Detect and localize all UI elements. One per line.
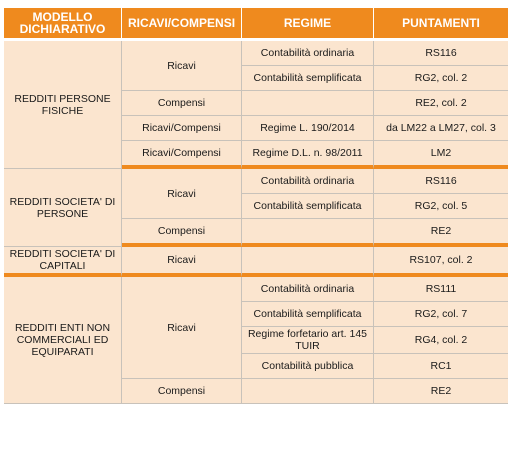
table-row	[4, 277, 508, 302]
tipo-cell: Compensi	[122, 219, 242, 247]
group-label-enti-non-commerciali: REDDITI ENTI NON COMMERCIALI ED EQUIPARATI	[4, 277, 122, 404]
tipo-cell: Ricavi/Compensi	[122, 116, 242, 141]
tipo-cell: Ricavi	[122, 277, 242, 379]
puntamento-cell: RC1	[374, 354, 508, 379]
tipo-cell: Compensi	[122, 91, 242, 116]
puntamento-cell: RG4, col. 2	[374, 327, 508, 354]
header-modello: MODELLO DICHIARATIVO	[4, 8, 122, 41]
regime-cell: Contabilità semplificata	[242, 66, 374, 91]
regime-cell	[242, 91, 374, 116]
regime-cell: Regime forfetario art. 145 TUIR	[242, 327, 374, 354]
puntamenti-table	[4, 8, 508, 404]
regime-cell: Regime D.L. n. 98/2011	[242, 141, 374, 169]
group-label-societa-capitali: REDDITI SOCIETA' DI CAPITALI	[4, 247, 122, 277]
group-label-societa-persone: REDDITI SOCIETA' DI PERSONE	[4, 169, 122, 247]
puntamento-cell: RG2, col. 7	[374, 302, 508, 327]
table-row	[4, 247, 508, 277]
regime-cell: Contabilità ordinaria	[242, 277, 374, 302]
tipo-cell: Compensi	[122, 379, 242, 404]
puntamento-cell: RE2, col. 2	[374, 91, 508, 116]
table-row	[4, 41, 508, 66]
regime-cell	[242, 247, 374, 277]
regime-cell: Contabilità semplificata	[242, 194, 374, 219]
tipo-cell: Ricavi	[122, 247, 242, 277]
regime-cell: Contabilità ordinaria	[242, 41, 374, 66]
puntamento-cell: RS116	[374, 169, 508, 194]
table-row	[4, 169, 508, 194]
header-row	[4, 8, 508, 41]
puntamento-cell: da LM22 a LM27, col. 3	[374, 116, 508, 141]
header-puntamenti: PUNTAMENTI	[374, 8, 508, 41]
regime-cell: Contabilità ordinaria	[242, 169, 374, 194]
puntamento-cell: RG2, col. 2	[374, 66, 508, 91]
regime-cell: Contabilità semplificata	[242, 302, 374, 327]
regime-cell	[242, 219, 374, 247]
header-regime: REGIME	[242, 8, 374, 41]
regime-cell: Contabilità pubblica	[242, 354, 374, 379]
puntamento-cell: RS111	[374, 277, 508, 302]
regime-cell	[242, 379, 374, 404]
puntamento-cell: RE2	[374, 219, 508, 247]
header-ricavi-compensi: RICAVI/COMPENSI	[122, 8, 242, 41]
group-label-persone-fisiche: REDDITI PERSONE FISICHE	[4, 41, 122, 169]
tipo-cell: Ricavi	[122, 41, 242, 91]
puntamento-cell: LM2	[374, 141, 508, 169]
puntamento-cell: RS116	[374, 41, 508, 66]
puntamento-cell: RE2	[374, 379, 508, 404]
tipo-cell: Ricavi	[122, 169, 242, 219]
puntamento-cell: RS107, col. 2	[374, 247, 508, 277]
regime-cell: Regime L. 190/2014	[242, 116, 374, 141]
puntamento-cell: RG2, col. 5	[374, 194, 508, 219]
tipo-cell: Ricavi/Compensi	[122, 141, 242, 169]
